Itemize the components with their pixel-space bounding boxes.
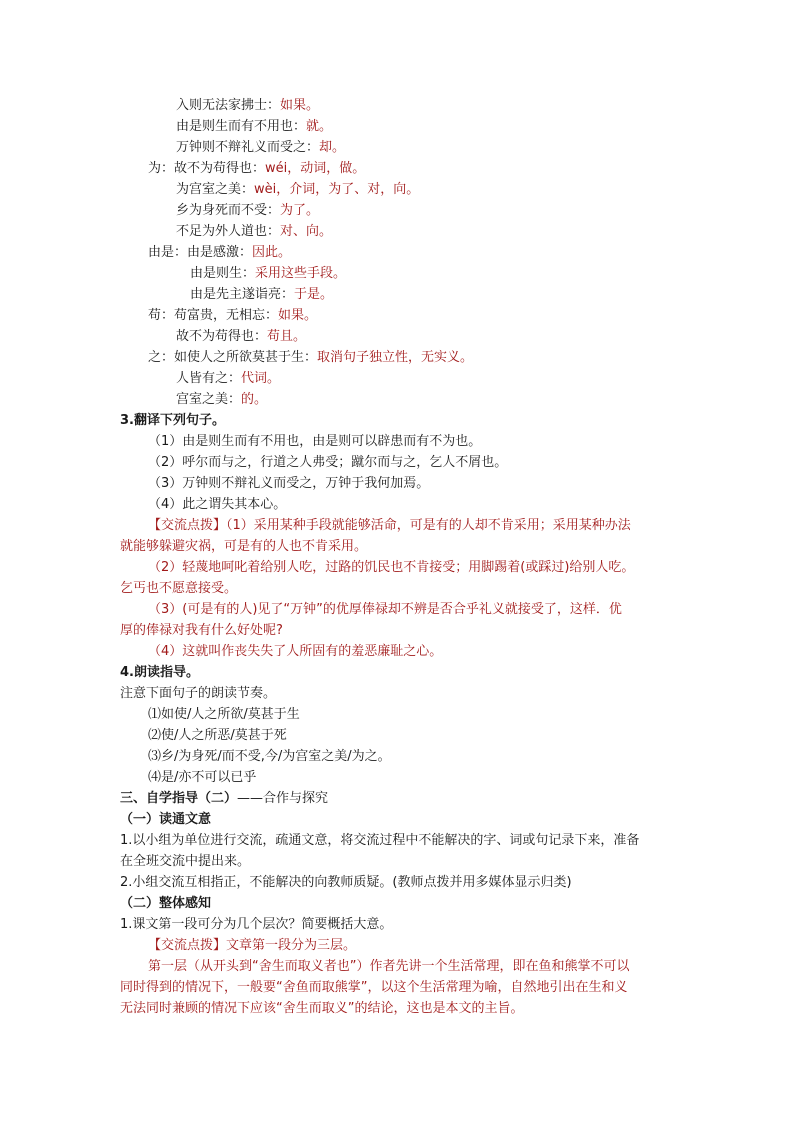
- paragraph-line: 在全班交流中提出来。: [120, 854, 251, 869]
- paragraph-line: 2.小组交流互相指正，不能解决的向教师质疑。(教师点拨并用多媒体显示归类): [120, 875, 572, 890]
- answer-line: 就能够躲避灾祸，可是有的人也不肯采用。: [120, 539, 368, 554]
- answer-line: 厚的俸禄对我有什么好处呢?: [120, 623, 283, 638]
- answer-line: 【交流点拨】（1）采用某种手段就能够活命，可是有的人却不肯采用；采用某种办法: [148, 518, 631, 533]
- vocab-line: 苟：苟富贵，无相忘：如果。: [148, 308, 318, 323]
- reading-item: ⑵使/人之所恶/莫甚于死: [148, 728, 287, 743]
- paragraph-line: 1.以小组为单位进行交流，疏通文意，将交流过程中不能解决的字、词或句记录下来，准备: [120, 833, 640, 848]
- vocab-line: 为宫室之美：wèi，介词，为了、对，向。: [176, 182, 420, 197]
- vocab-line: 人皆有之：代词。: [176, 371, 281, 386]
- question-item: （4）此之谓失其本心。: [148, 497, 287, 512]
- paragraph-line: 同时得到的情况下，一般要“舍鱼而取熊掌”，以这个生活常理为喻，自然地引出在生和义: [120, 980, 628, 995]
- vocab-line: 故不为苟得也：苟且。: [176, 329, 307, 344]
- answer-line: （3）(可是有的人)见了“万钟”的优厚俸禄却不辨是否合乎礼义就接受了，这样．优: [148, 602, 622, 617]
- paragraph-line: 无法同时兼顾的情况下应该“舍生而取义”的结论，这也是本文的主旨。: [120, 1001, 524, 1016]
- section-intro: 注意下面句子的朗读节奏。: [120, 686, 277, 701]
- section-title: 4.朗读指导。: [120, 665, 199, 680]
- question-item: （3）万钟则不辩礼义而受之，万钟于我何加焉。: [148, 476, 430, 491]
- vocab-line: 由是先主遂诣亮：于是。: [190, 287, 334, 302]
- vocab-line: 万钟则不辩礼义而受之：却。: [176, 140, 346, 155]
- vocab-line: 不足为外人道也：对、向。: [176, 224, 333, 239]
- vocab-line: 由是：由是感激：因此。: [148, 245, 292, 260]
- subsection-title: （二）整体感知: [120, 896, 212, 911]
- reading-item: ⑶乡/为身死/而不受,今/为宫室之美/为之。: [148, 749, 391, 764]
- vocab-line: 由是则生而有不用也：就。: [176, 119, 333, 134]
- reading-item: ⑴如使/人之所欲/莫甚于生: [148, 707, 300, 722]
- vocab-line: 宫室之美：的。: [176, 392, 268, 407]
- vocab-line: 之：如使人之所欲莫甚于生：取消句子独立性，无实义。: [148, 350, 474, 365]
- section-title: 3.翻译下列句子。: [120, 413, 225, 428]
- answer-line: （2）轻蔑地呵叱着给别人吃，过路的饥民也不肯接受；用脚踢着(或踩过)给别人吃。: [148, 560, 635, 575]
- paragraph-line: 第一层（从开头到“舍生而取义者也”）作者先讲一个生活常理，即在鱼和熊掌不可以: [148, 959, 630, 974]
- question-item: 1.课文第一段可分为几个层次？简要概括大意。: [120, 917, 393, 932]
- question-item: （1）由是则生而有不用也，由是则可以辟患而有不为也。: [148, 434, 482, 449]
- vocab-line: 为：故不为苟得也：wéi，动词，做。: [148, 161, 366, 176]
- part-title: 三、自学指导（二）——合作与探究: [120, 791, 329, 806]
- vocab-line: 由是则生：采用这些手段。: [190, 266, 347, 281]
- subsection-title: （一）读通文意: [120, 812, 212, 827]
- vocab-line: 入则无法家拂士：如果。: [176, 98, 320, 113]
- tip-label: 【交流点拨】: [148, 938, 227, 953]
- vocab-line: 乡为身死而不受：为了。: [176, 203, 320, 218]
- tip-label: 【交流点拨】: [148, 518, 227, 533]
- answer-line: 乞丐也不愿意接受。: [120, 581, 238, 596]
- question-item: （2）呼尔而与之，行道之人弗受；蹴尔而与之，乞人不屑也。: [148, 455, 508, 470]
- answer-line: 【交流点拨】文章第一段分为三层。: [148, 938, 357, 953]
- answer-line: （4）这就叫作丧失失了人所固有的羞恶廉耻之心。: [148, 644, 443, 659]
- reading-item: ⑷是/亦不可以已乎: [148, 770, 257, 785]
